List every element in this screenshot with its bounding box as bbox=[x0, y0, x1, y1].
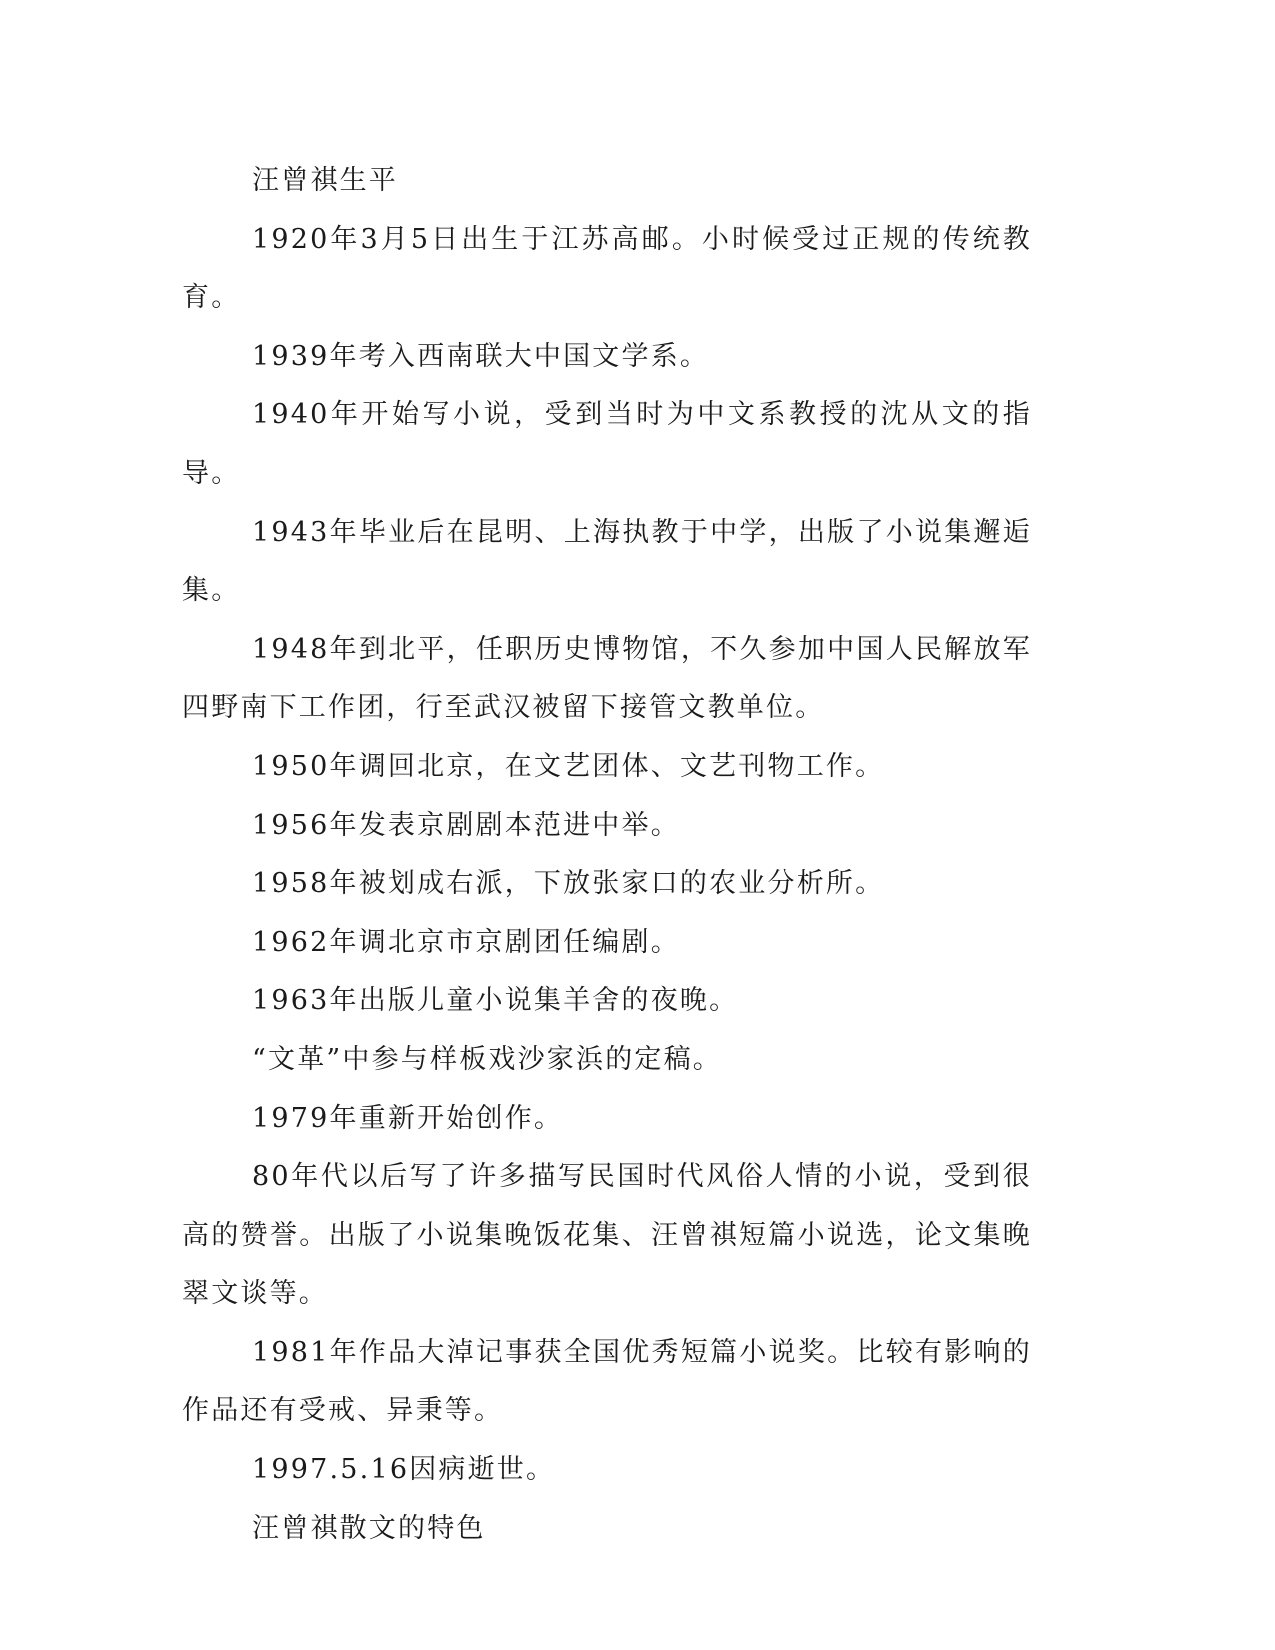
paragraph: 1950年调回北京，在文艺团体、文艺刊物工作。 bbox=[252, 750, 885, 782]
paragraph: 80年代以后写了许多描写民国时代风俗人情的小说，受到很高的赞誉。出版了小说集晚饭花集、汪曾祺短篇小说选，论文集晚翠文谈等。 bbox=[182, 1161, 1032, 1310]
paragraph: 1981年作品大淖记事获全国优秀短篇小说奖。比较有影响的作品还有受戒、异秉等。 bbox=[182, 1336, 1032, 1427]
paragraph: 1939年考入西南联大中国文学系。 bbox=[252, 340, 710, 372]
section-heading-biography: 汪曾祺生平 bbox=[252, 165, 398, 196]
section-heading-prose-features: 汪曾祺散文的特色 bbox=[252, 1512, 486, 1544]
paragraph: 1962年调北京市京剧团任编剧。 bbox=[252, 926, 680, 958]
document-body bbox=[182, 152, 1032, 1558]
paragraph: 1979年重新开始创作。 bbox=[252, 1102, 564, 1134]
paragraph: 1956年发表京剧剧本范进中举。 bbox=[252, 809, 680, 841]
paragraph: 1943年毕业后在昆明、上海执教于中学，出版了小说集邂逅集。 bbox=[182, 516, 1032, 607]
paragraph: 1997.5.16因病逝世。 bbox=[252, 1454, 556, 1486]
paragraph: 1940年开始写小说，受到当时为中文系教授的沈从文的指导。 bbox=[182, 399, 1032, 489]
paragraph: 1963年出版儿童小说集羊舍的夜晚。 bbox=[252, 985, 739, 1017]
paragraph: 1920年3月5日出生于江苏高邮。小时候受过正规的传统教育。 bbox=[182, 223, 1032, 314]
paragraph: 1948年到北平，任职历史博物馆，不久参加中国人民解放军四野南下工作团，行至武汉被留下接管文教单位。 bbox=[182, 633, 1032, 724]
paragraph: “文革”中参与样板戏沙家浜的定稿。 bbox=[252, 1043, 723, 1075]
paragraph: 1958年被划成右派，下放张家口的农业分析所。 bbox=[252, 868, 885, 900]
